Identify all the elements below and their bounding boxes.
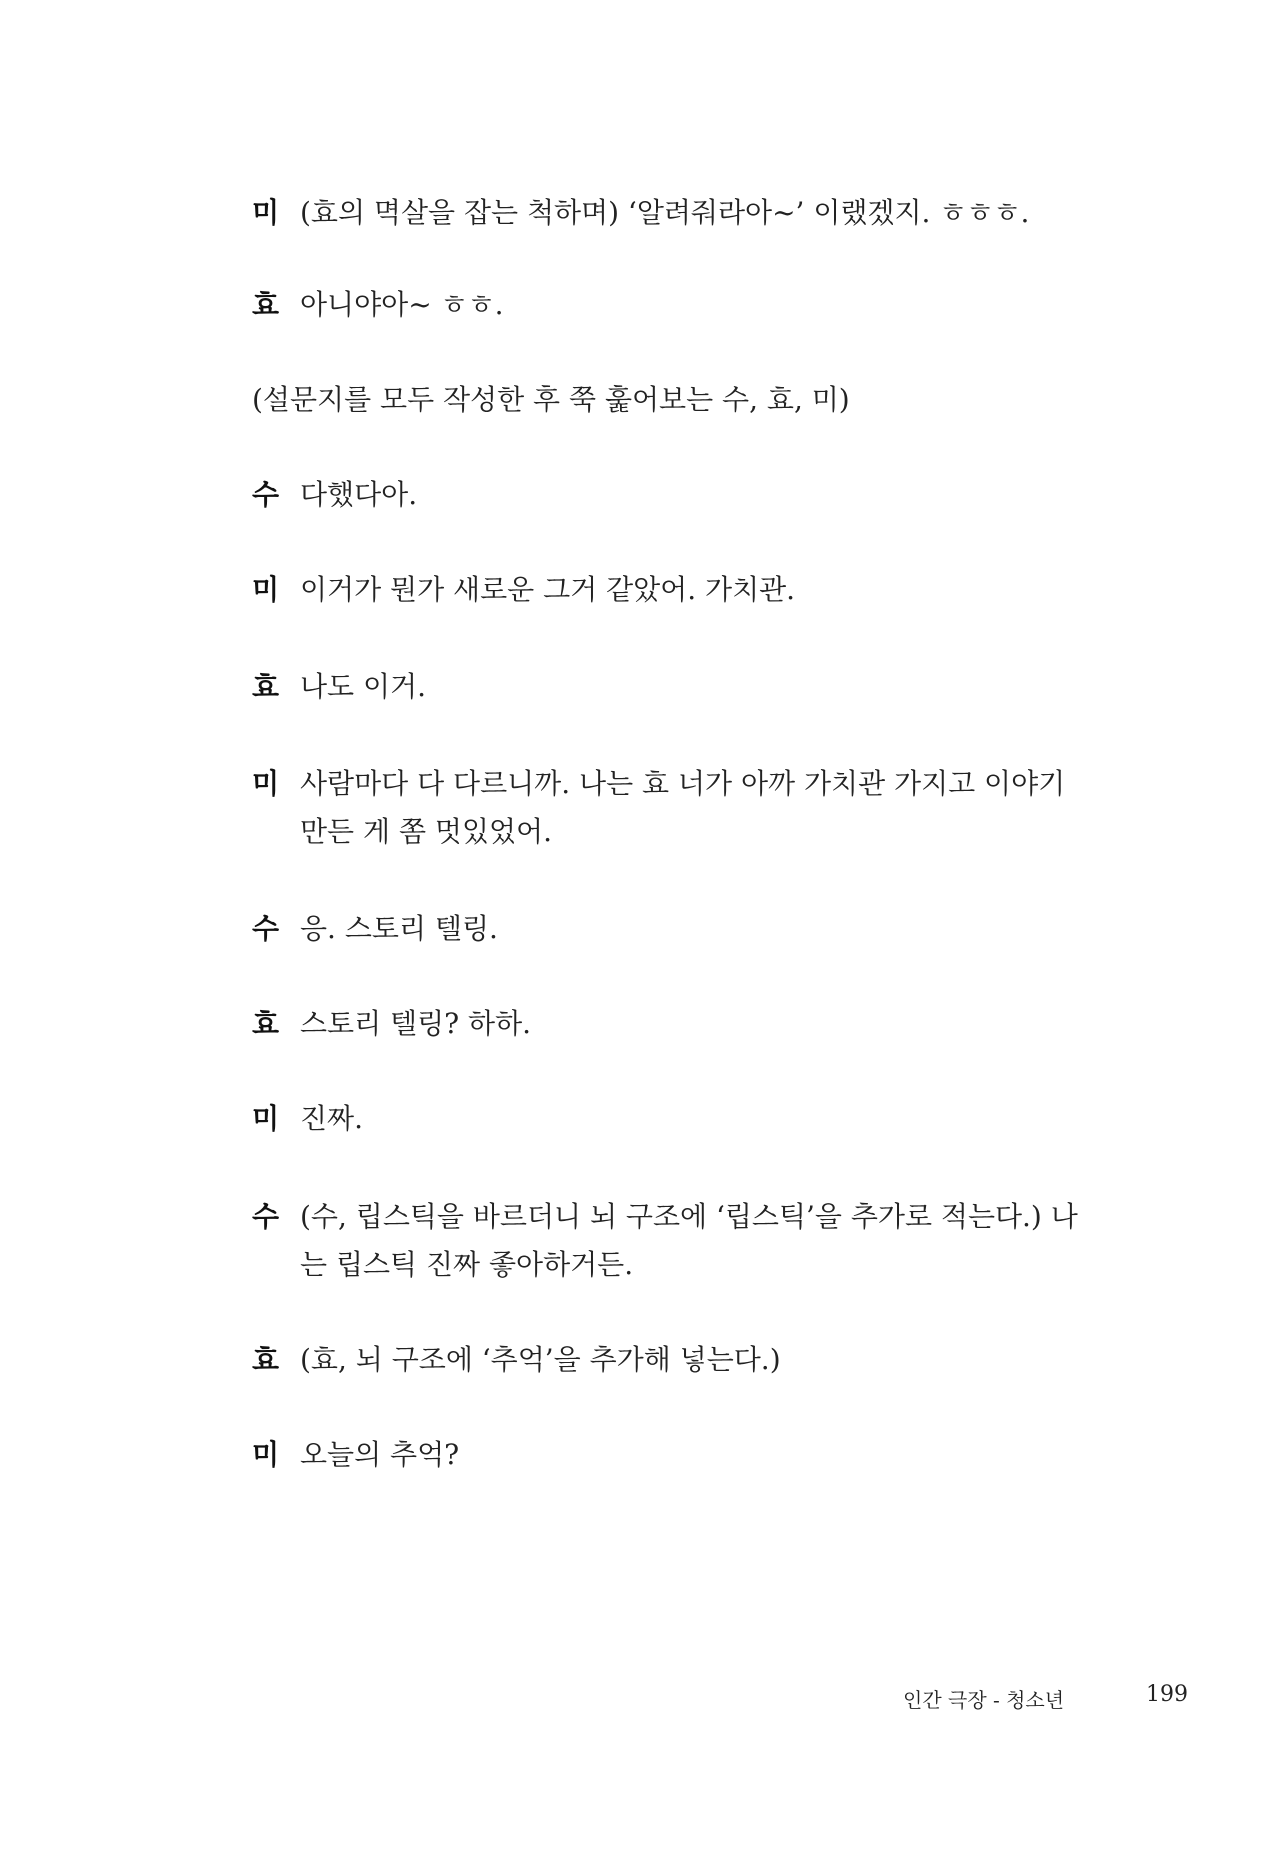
speaker-label: 미 bbox=[252, 767, 280, 800]
dialogue-line bbox=[252, 1431, 1092, 1479]
dialogue-line bbox=[252, 663, 1092, 711]
dialogue-line bbox=[252, 905, 1092, 953]
dialogue-text: 아니야아~ ㅎㅎ. bbox=[300, 288, 504, 321]
dialogue-text: 진짜. bbox=[300, 1102, 363, 1135]
dialogue-line bbox=[252, 471, 1092, 519]
dialogue-text: 스토리 텔링? 하하. bbox=[300, 1007, 532, 1040]
dialogue-line bbox=[252, 1193, 1092, 1289]
speaker-label: 수 bbox=[252, 478, 280, 511]
stage-direction: (설문지를 모두 작성한 후 쭉 훑어보는 수, 효, 미) bbox=[252, 383, 850, 416]
dialogue-text: (효, 뇌 구조에 ‘추억’을 추가해 넣는다.) bbox=[300, 1343, 781, 1376]
speaker-label: 수 bbox=[252, 1200, 280, 1233]
speaker-label: 미 bbox=[252, 573, 280, 606]
dialogue-line bbox=[252, 566, 1092, 614]
speaker-label: 효 bbox=[252, 288, 280, 321]
dialogue-text: 오늘의 추억? bbox=[300, 1438, 460, 1471]
dialogue-line bbox=[252, 1000, 1092, 1048]
dialogue-text: 나도 이거. bbox=[300, 670, 426, 703]
dialogue-line bbox=[252, 281, 1092, 329]
speaker-label: 미 bbox=[252, 196, 280, 229]
speaker-label: 미 bbox=[252, 1102, 280, 1135]
dialogue-text: 다했다아. bbox=[300, 478, 418, 511]
dialogue-line bbox=[252, 760, 1092, 856]
dialogue-line bbox=[252, 189, 1092, 237]
dialogue-line bbox=[252, 1095, 1092, 1143]
dialogue-text: 이거가 뭔가 새로운 그거 같았어. 가치관. bbox=[300, 573, 796, 606]
speaker-label: 미 bbox=[252, 1438, 280, 1471]
speaker-label: 효 bbox=[252, 1343, 280, 1376]
page-number: 199 bbox=[1146, 1682, 1188, 1707]
running-footer-title: 인간 극장 - 청소년 bbox=[903, 1688, 1065, 1712]
speaker-label: 수 bbox=[252, 912, 280, 945]
dialogue-text: 응. 스토리 텔링. bbox=[300, 912, 498, 945]
dialogue-text: (수, 립스틱을 바르더니 뇌 구조에 ‘립스틱’을 추가로 적는다.) 나는 립스틱 진짜 좋아하거든. bbox=[300, 1200, 1078, 1281]
dialogue-text: 사람마다 다 다르니까. 나는 효 너가 아까 가치관 가지고 이야기 만든 게 쫌 멋있었어. bbox=[300, 767, 1066, 848]
speaker-label: 효 bbox=[252, 1007, 280, 1040]
dialogue-text: (효의 멱살을 잡는 척하며) ‘알려줘라아~’ 이랬겠지. ㅎㅎㅎ. bbox=[300, 196, 1030, 229]
dialogue-line bbox=[252, 1336, 1092, 1384]
speaker-label: 효 bbox=[252, 670, 280, 703]
